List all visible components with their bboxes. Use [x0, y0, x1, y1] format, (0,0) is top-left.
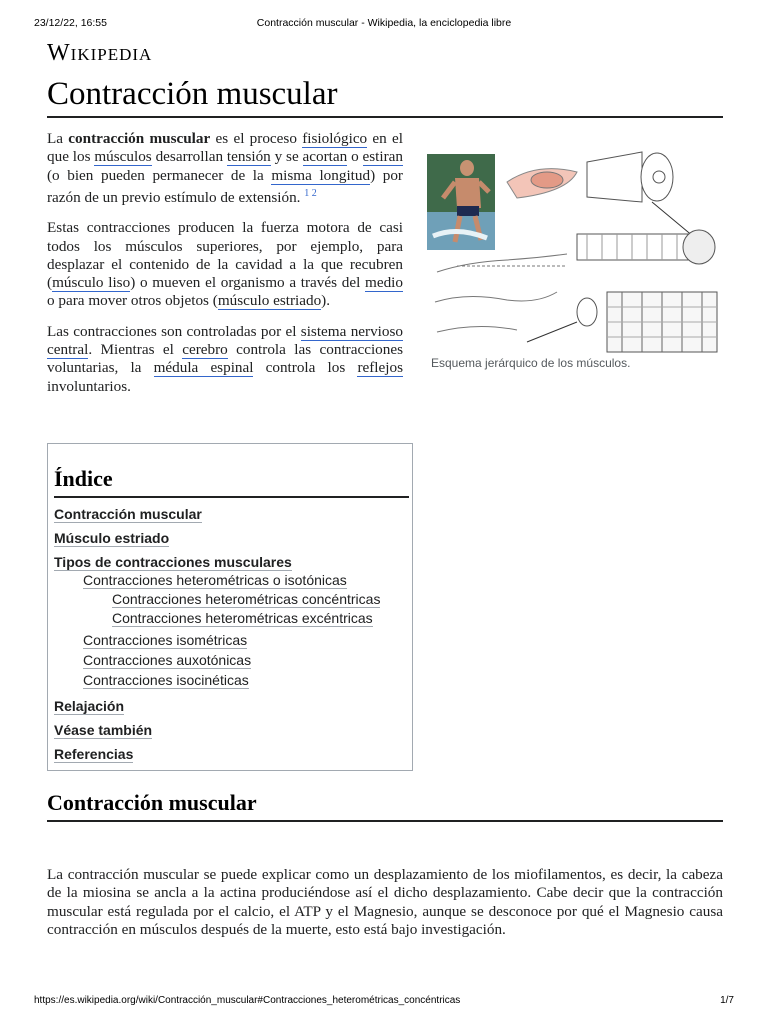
text-run: controla las contracciones voluntarias, la: [47, 341, 404, 377]
wiki-link[interactable]: tensión: [226, 148, 271, 166]
toc-item[interactable]: [54, 554, 292, 570]
intro-paragraph-3: [47, 323, 403, 396]
toc-item-label: Contracción muscular: [54, 506, 202, 522]
section-rule: [47, 820, 723, 822]
toc-item-label: Contracciones heterométricas excéntricas: [112, 610, 373, 626]
text-run: o: [347, 148, 363, 166]
toc-item-label: Contracciones isométricas: [83, 632, 248, 648]
toc-item-label: Véase también: [54, 722, 153, 738]
figure-caption: Esquema jerárquico de los músculos.: [431, 356, 631, 370]
wiki-link[interactable]: músculo liso: [52, 274, 131, 292]
text-run: Estas contracciones producen la fuerza motora de casi todos los músculos superiores, por ejemplo, para desplazar el contenido de la cavidad a la que recubren (: [47, 219, 403, 292]
toc-item-label: Contracciones isocinéticas: [83, 672, 249, 688]
toc-item-label: Contracciones auxotónicas: [83, 652, 252, 668]
toc-item[interactable]: [54, 506, 202, 522]
toc-item[interactable]: [83, 572, 347, 588]
toc-item[interactable]: [83, 652, 251, 668]
toc-item-label: Músculo estriado: [54, 530, 170, 546]
intro-section: [47, 130, 403, 408]
text-run: . Mientras el: [88, 341, 183, 359]
bold-term: contracción muscular: [68, 130, 211, 147]
text-run: Las contracciones son controladas por el: [47, 322, 301, 340]
toc-item-label: Contracciones heterométricas concéntricas: [112, 591, 381, 607]
text-run: ) o mueven el organismo a través del: [130, 274, 366, 292]
toc-item[interactable]: [112, 591, 380, 607]
print-datetime: 23/12/22, 16:55: [34, 17, 107, 29]
toc-item-label: Referencias: [54, 746, 134, 762]
wiki-link[interactable]: sistema nervioso central: [47, 322, 403, 359]
toc-item-label: Contracciones heterométricas o isotónicas: [83, 572, 347, 588]
toc-item-label: Tipos de contracciones musculares: [54, 554, 292, 570]
text-run: y se: [270, 148, 303, 166]
toc-item[interactable]: [54, 722, 152, 738]
text-run: La: [47, 130, 69, 147]
page-number: 1/7: [720, 995, 734, 1006]
section-heading: Contracción muscular: [47, 790, 257, 815]
intro-paragraph-1: [47, 130, 403, 207]
toc-item[interactable]: [54, 746, 133, 762]
text-run: (o bien pueden permanecer de la: [47, 166, 272, 184]
page-title: Contracción muscular: [47, 76, 338, 112]
wiki-link[interactable]: acortan: [302, 148, 348, 166]
toc-item[interactable]: [112, 610, 373, 626]
intro-paragraph-2: [47, 219, 403, 310]
text-run: desarrollan: [151, 148, 227, 166]
title-rule: [47, 116, 723, 118]
wiki-link[interactable]: reflejos: [357, 359, 403, 377]
toc-item-label: Relajación: [54, 698, 125, 714]
text-run: o para mover otros objetos (: [47, 292, 218, 310]
toc-item[interactable]: [54, 530, 169, 546]
muscle-hierarchy-figure[interactable]: [427, 142, 721, 354]
wiki-link[interactable]: fisiológico: [302, 130, 368, 147]
toc-item[interactable]: [54, 698, 124, 714]
print-page-title: Contracción muscular - Wikipedia, la enciclopedia libre: [256, 17, 512, 29]
text-run: en el que los: [47, 130, 403, 166]
text-run: es el proceso: [210, 130, 303, 147]
wiki-link[interactable]: músculos: [94, 148, 152, 166]
text-run: ) por razón de un previo estímulo de extensión.: [47, 166, 403, 206]
table-of-contents: [47, 443, 413, 771]
toc-item[interactable]: [83, 672, 249, 688]
text-run: ).: [321, 292, 331, 310]
toc-rule: [54, 496, 409, 498]
reference-link[interactable]: 1 2: [304, 187, 317, 199]
wiki-link[interactable]: estiran: [362, 148, 403, 166]
wiki-link[interactable]: cerebro: [182, 341, 228, 359]
muscle-diagram-image: [427, 142, 721, 354]
text-run: controla los: [253, 359, 358, 377]
toc-title: Índice: [54, 466, 113, 491]
wiki-link[interactable]: músculo estriado: [217, 292, 322, 310]
wiki-link[interactable]: misma longitud: [271, 166, 371, 184]
wiki-link[interactable]: medio: [365, 274, 403, 292]
print-url: https://es.wikipedia.org/wiki/Contracción_muscular#Contracciones_heterométricas_concéntricas: [34, 995, 461, 1006]
wikipedia-logo[interactable]: Wikipedia: [47, 40, 153, 66]
wiki-link[interactable]: médula espinal: [153, 359, 254, 377]
toc-item[interactable]: [83, 632, 247, 648]
section-paragraph: La contracción muscular se puede explicar como un desplazamiento de los miofilamentos, es decir, la cabeza de la miosina se ancla a la actina produciéndose así el dicho desplazamiento. Cabe decir que la contracción muscular está regulada por el calcio, el ATP y el Magnesio, aunque se desconoce por qué el Magnesio causa contracción en músculos después de la muerte, esto está bajo investigación.: [47, 866, 723, 938]
text-run: involuntarios.: [47, 377, 131, 395]
